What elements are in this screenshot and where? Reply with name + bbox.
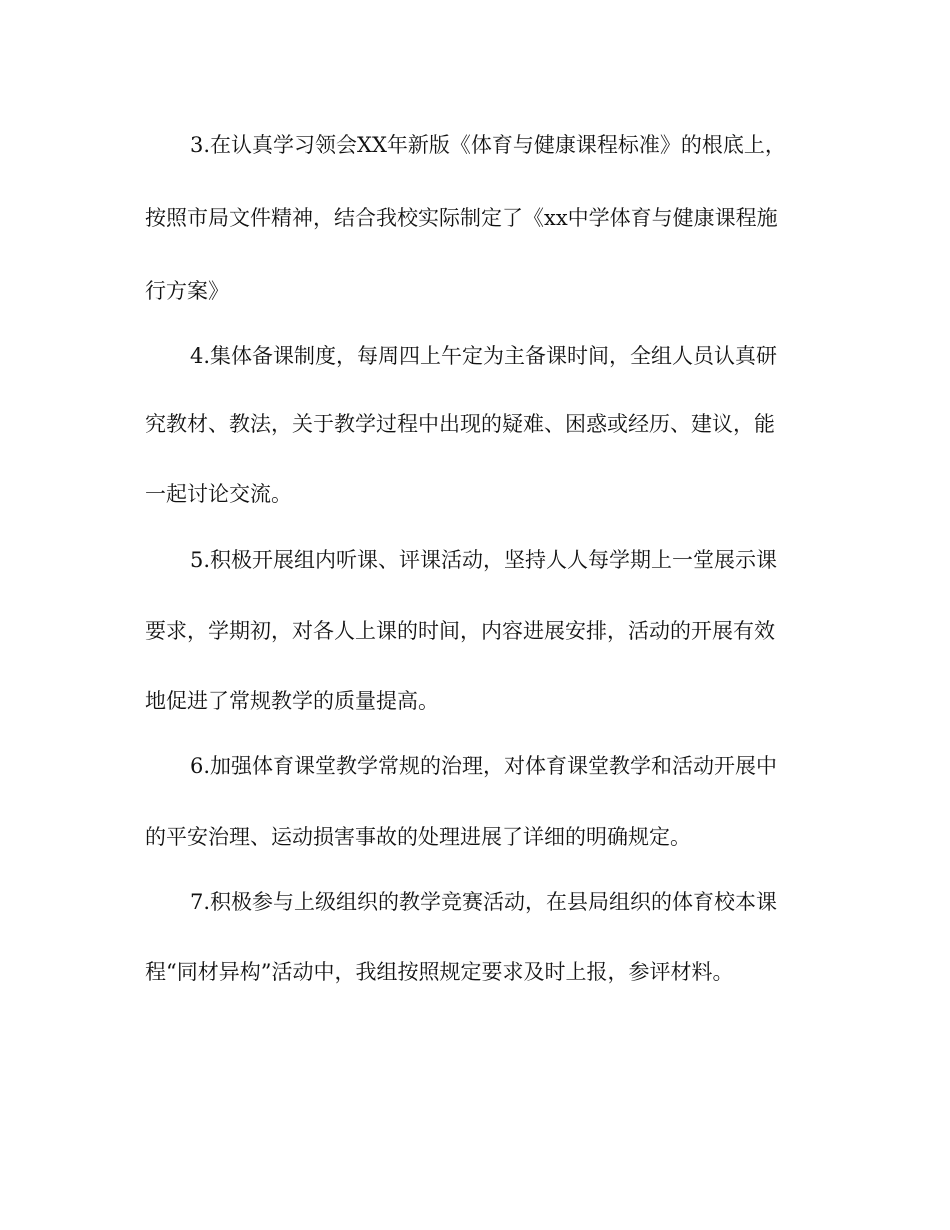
paragraph-6-line-2: 的平安治理、运动损害事故的处理进展了详细的明确规定。	[145, 825, 691, 849]
paragraph-7-line-1: 7.积极参与上级组织的教学竞赛活动，在县局组织的体育校本课	[190, 890, 778, 914]
paragraph-5-line-3: 地促进了常规教学的质量提高。	[145, 689, 439, 713]
paragraph-6-line-1: 6.加强体育课堂教学常规的治理，对体育课堂教学和活动开展中	[190, 754, 778, 778]
paragraph-4-line-2: 究教材、教法，关于教学过程中出现的疑难、困惑或经历、建议，能	[145, 412, 775, 436]
paragraph-5-line-2: 要求，学期初，对各人上课的时间，内容进展安排，活动的开展有效	[145, 619, 775, 643]
paragraph-5-line-1: 5.积极开展组内听课、评课活动，坚持人人每学期上一堂展示课	[190, 548, 778, 572]
paragraph-4-line-3: 一起讨论交流。	[145, 482, 292, 506]
paragraph-7-line-2: 程“同材异构”活动中，我组按照规定要求及时上报，参评材料。	[145, 960, 734, 984]
paragraph-3-line-3: 行方案》	[145, 279, 229, 303]
paragraph-3-line-2: 按照市局文件精神，结合我校实际制定了《xx中学体育与健康课程施	[145, 206, 778, 230]
paragraph-4-line-1: 4.集体备课制度，每周四上午定为主备课时间，全组人员认真研	[190, 344, 778, 368]
paragraph-3-line-1: 3.在认真学习领会XX年新版《体育与健康课程标准》的根底上，	[190, 133, 786, 157]
